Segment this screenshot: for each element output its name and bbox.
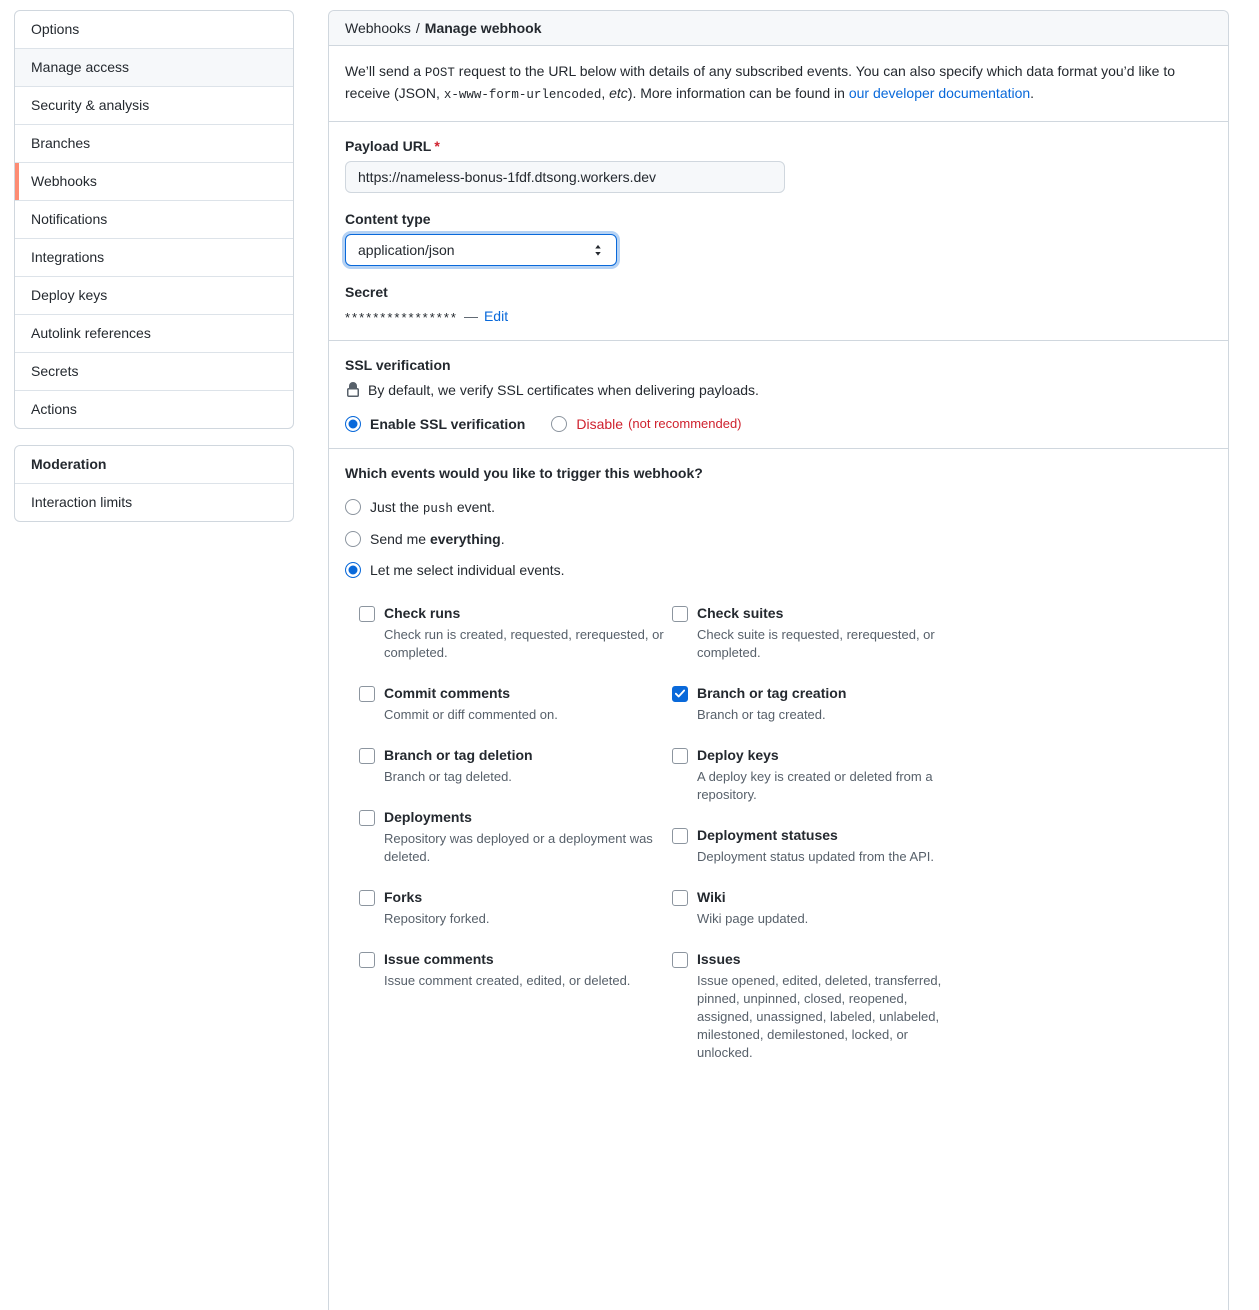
event-checkbox[interactable] [672, 828, 688, 844]
event-scope-option-send-me-everything[interactable] [345, 531, 1212, 547]
sidebar-item-label: Autolink references [31, 325, 151, 341]
intro-text: We’ll send a [345, 63, 425, 79]
breadcrumb-webhooks-link[interactable]: Webhooks [345, 20, 411, 36]
sidebar-item-label: Integrations [31, 249, 105, 265]
sidebar-item-label: Manage access [31, 59, 130, 75]
ssl-enable-option[interactable] [345, 416, 525, 432]
settings-sidebar [14, 10, 294, 522]
event-checkbox[interactable] [359, 606, 375, 622]
lock-icon [345, 382, 361, 398]
select-caret-icon [592, 243, 604, 257]
event-description: Check suite is requested, rerequested, or completed. [697, 626, 935, 660]
event-scope-radio[interactable] [345, 531, 361, 547]
sidebar-item-branches[interactable] [15, 124, 293, 162]
secret-separator: — [463, 307, 478, 324]
sidebar-item-interaction-limits[interactable] [15, 483, 293, 521]
settings-nav-box [14, 10, 294, 429]
sidebar-item-webhooks[interactable] [15, 162, 293, 200]
ssl-disable-label: Disable [576, 415, 624, 432]
ssl-note-text: By default, we verify SSL certificates when delivering payloads. [368, 381, 759, 398]
moderation-nav-box [14, 445, 294, 522]
content-type-select[interactable] [345, 234, 617, 266]
ssl-enable-radio[interactable] [345, 416, 361, 432]
event-name[interactable]: Forks [384, 888, 423, 905]
sidebar-item-label: Moderation [31, 456, 107, 472]
developer-documentation-link[interactable]: our developer documentation [848, 85, 1031, 102]
event-item-commit-comments [359, 684, 672, 724]
event-item-branch-or-tag-deletion [359, 746, 672, 786]
event-checkbox[interactable] [359, 952, 375, 968]
event-description: Repository was deployed or a deployment was deleted. [384, 830, 653, 864]
sidebar-item-label: Deploy keys [31, 287, 108, 303]
event-checkbox[interactable] [672, 606, 688, 622]
secret-masked-value: **************** [345, 310, 458, 326]
events-column-right [672, 604, 972, 1084]
sidebar-item-label: Actions [31, 401, 77, 417]
sidebar-item-notifications[interactable] [15, 200, 293, 238]
sidebar-item-label: Webhooks [31, 173, 97, 189]
event-name[interactable]: Deployments [384, 808, 472, 825]
event-checkbox[interactable] [672, 952, 688, 968]
event-description: Issue comment created, edited, or deleted. [384, 972, 631, 988]
required-asterisk: * [434, 137, 440, 154]
event-name[interactable]: Commit comments [384, 684, 511, 701]
intro-text: request to the URL below with details of any subscribed events. You can also specify which data format you’d like to receive (JSON, [345, 63, 1176, 102]
payload-url-input[interactable] [345, 161, 785, 193]
event-item-deploy-keys [672, 746, 972, 804]
event-name[interactable]: Issues [697, 950, 741, 967]
webhook-intro-text [329, 46, 1228, 122]
event-name[interactable]: Branch or tag deletion [384, 746, 533, 763]
event-description: Check run is created, requested, rerequested, or completed. [384, 626, 664, 660]
sidebar-item-label: Notifications [31, 211, 108, 227]
event-scope-label: Send me everything. [370, 530, 505, 547]
event-item-issues [672, 950, 972, 1062]
ssl-disable-note: (not recommended) [628, 416, 742, 432]
sidebar-item-manage-access[interactable] [15, 48, 293, 86]
event-description: Repository forked. [384, 910, 490, 926]
event-description: Deployment status updated from the API. [697, 848, 935, 864]
secret-label: Secret [345, 283, 388, 300]
events-column-left [359, 604, 672, 1084]
event-item-wiki [672, 888, 972, 928]
content-type-label: Content type [345, 210, 431, 227]
breadcrumb-separator: / [415, 20, 420, 36]
event-description: Issue opened, edited, deleted, transferred, pinned, unpinned, closed, reopened, assigned, unassigned, labeled, unlabeled, milestoned, demilestoned, locked, or unlocked. [697, 972, 942, 1060]
event-name[interactable]: Check suites [697, 604, 784, 621]
event-item-issue-comments [359, 950, 672, 990]
sidebar-item-deploy-keys[interactable] [15, 276, 293, 314]
event-item-forks [359, 888, 672, 928]
sidebar-item-integrations[interactable] [15, 238, 293, 276]
ssl-title: SSL verification [345, 356, 451, 373]
sidebar-item-moderation [15, 446, 293, 483]
event-checkbox[interactable] [359, 890, 375, 906]
events-checkbox-grid [345, 604, 1212, 1084]
event-name[interactable]: Deployment statuses [697, 826, 838, 843]
event-description: Commit or diff commented on. [384, 706, 558, 722]
event-name[interactable]: Wiki [697, 888, 726, 905]
event-checkbox[interactable] [359, 748, 375, 764]
payload-url-label-text: Payload URL [345, 137, 432, 154]
event-item-check-suites [672, 604, 972, 662]
event-checkbox[interactable] [672, 686, 688, 702]
urlencoded-code: x-www-form-urlencoded [443, 88, 602, 103]
intro-text: . [1030, 85, 1035, 102]
sidebar-item-options[interactable] [15, 11, 293, 48]
ssl-verification-section [329, 341, 1228, 449]
event-item-deployments [359, 808, 672, 866]
content-type-selected-value: application/json [358, 241, 455, 258]
sidebar-item-security-analysis[interactable] [15, 86, 293, 124]
page-title: Manage webhook [424, 20, 542, 36]
sidebar-item-label: Options [31, 21, 80, 37]
event-description: Wiki page updated. [697, 910, 809, 926]
event-description: Branch or tag created. [697, 706, 826, 722]
event-scope-label: Let me select individual events. [370, 561, 565, 578]
intro-text: ). More information can be found in [627, 85, 849, 102]
event-name[interactable]: Issue comments [384, 950, 494, 967]
manage-webhook-panel [328, 10, 1229, 1310]
sidebar-item-label: Security & analysis [31, 97, 150, 113]
event-item-check-runs [359, 604, 672, 662]
event-checkbox[interactable] [672, 890, 688, 906]
event-scope-label: Just the push event. [370, 498, 495, 516]
event-scope-option-let-me-select-individual-events[interactable] [345, 562, 1212, 578]
etc-italic: etc [609, 85, 628, 102]
payload-url-label [345, 138, 1212, 154]
event-item-deployment-statuses [672, 826, 972, 866]
ssl-enable-label: Enable SSL verification [370, 415, 526, 432]
events-section [329, 449, 1228, 1108]
event-description: Branch or tag deleted. [384, 768, 512, 784]
event-scope-options [345, 499, 1212, 578]
event-name[interactable]: Branch or tag creation [697, 684, 847, 701]
sidebar-item-autolink-references[interactable] [15, 314, 293, 352]
webhook-form-section [329, 122, 1228, 341]
ssl-disable-option[interactable] [551, 416, 741, 432]
event-name[interactable]: Deploy keys [697, 746, 779, 763]
event-checkbox[interactable] [359, 810, 375, 826]
event-scope-radio[interactable] [345, 562, 361, 578]
sidebar-item-actions[interactable] [15, 390, 293, 428]
sidebar-item-label: Branches [31, 135, 91, 151]
sidebar-item-label: Interaction limits [31, 494, 133, 510]
event-description: A deploy key is created or deleted from a repository. [697, 768, 933, 802]
event-name[interactable]: Check runs [384, 604, 461, 621]
event-checkbox[interactable] [672, 748, 688, 764]
secret-edit-link[interactable]: Edit [483, 307, 509, 324]
post-code: POST [424, 66, 455, 80]
event-checkbox[interactable] [359, 686, 375, 702]
ssl-disable-radio[interactable] [551, 416, 567, 432]
sidebar-item-label: Secrets [31, 363, 79, 379]
checkmark-icon [675, 689, 685, 698]
event-item-branch-or-tag-creation [672, 684, 972, 724]
intro-text: , [601, 85, 610, 102]
breadcrumb [329, 11, 1228, 46]
event-scope-option-just-the-push[interactable] [345, 499, 1212, 516]
events-question: Which events would you like to trigger this webhook? [345, 464, 703, 481]
sidebar-item-secrets[interactable] [15, 352, 293, 390]
event-scope-radio[interactable] [345, 499, 361, 515]
